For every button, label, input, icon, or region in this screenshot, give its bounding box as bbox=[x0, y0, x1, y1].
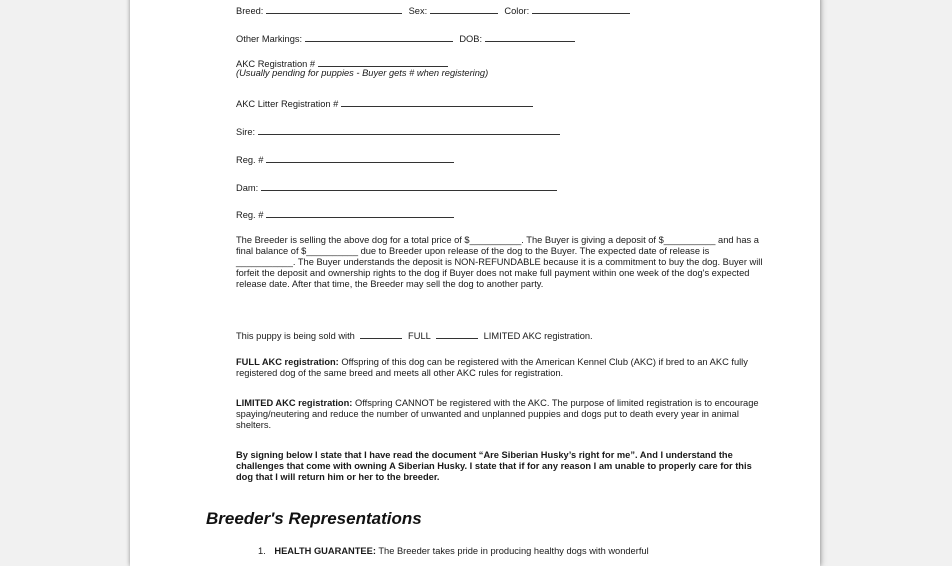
sex-field[interactable] bbox=[430, 4, 498, 14]
dam-reg-label: Reg. # bbox=[236, 210, 264, 220]
health-guarantee-item bbox=[258, 546, 649, 556]
limited-akc-label: LIMITED AKC registration: bbox=[236, 398, 353, 408]
full-akc-label: FULL AKC registration: bbox=[236, 357, 339, 367]
dob-label: DOB: bbox=[459, 34, 483, 44]
limited-akc-paragraph bbox=[236, 398, 770, 431]
limited-field[interactable] bbox=[436, 329, 478, 339]
dam-reg-row bbox=[236, 208, 454, 221]
akc-registration-label: AKC Registration # bbox=[236, 59, 316, 69]
sire-reg-row bbox=[236, 153, 454, 166]
sold-with-row bbox=[236, 329, 593, 342]
breed-row bbox=[236, 4, 630, 17]
sire-reg-field[interactable] bbox=[266, 153, 454, 163]
signing-statement: By signing below I state that I have read the document “Are Siberian Husky’s right for me”. And I understand the challenges that come with owning A Siberian Husky. I state that if for any reason I am unable to properly care for this dog that I will return him or her to the breeder. bbox=[236, 450, 752, 482]
akc-litter-label: AKC Litter Registration # bbox=[236, 99, 339, 109]
sire-reg-label: Reg. # bbox=[236, 155, 264, 165]
sire-row bbox=[236, 125, 560, 138]
akc-litter-row bbox=[236, 97, 533, 110]
sire-label: Sire: bbox=[236, 127, 256, 137]
health-guarantee-text: The Breeder takes pride in producing healthy dogs with wonderful bbox=[375, 546, 649, 556]
color-label: Color: bbox=[504, 6, 530, 16]
sex-label: Sex: bbox=[408, 6, 428, 16]
markings-row bbox=[236, 32, 575, 45]
breed-label: Breed: bbox=[236, 6, 264, 16]
full-option-label: FULL bbox=[408, 331, 431, 341]
item-number: 1. bbox=[258, 546, 266, 556]
document-page bbox=[130, 0, 820, 566]
sold-with-suffix: LIMITED AKC registration. bbox=[483, 331, 593, 341]
dam-reg-field[interactable] bbox=[266, 208, 454, 218]
section-title: Breeder's Representations bbox=[206, 509, 422, 528]
full-field[interactable] bbox=[360, 329, 402, 339]
other-markings-field[interactable] bbox=[305, 32, 453, 42]
dam-label: Dam: bbox=[236, 183, 259, 193]
akc-registration-note: (Usually pending for puppies - Buyer gets # when registering) bbox=[236, 68, 489, 78]
akc-registration-field[interactable] bbox=[318, 57, 448, 67]
sire-field[interactable] bbox=[258, 125, 560, 135]
other-markings-label: Other Markings: bbox=[236, 34, 303, 44]
health-guarantee-label: HEALTH GUARANTEE: bbox=[274, 546, 376, 556]
akc-litter-field[interactable] bbox=[341, 97, 533, 107]
full-akc-paragraph bbox=[236, 357, 770, 379]
color-field[interactable] bbox=[532, 4, 630, 14]
dob-field[interactable] bbox=[485, 32, 575, 42]
sold-with-prefix: This puppy is being sold with bbox=[236, 331, 355, 341]
price-paragraph: The Breeder is selling the above dog for a total price of $__________. The Buyer is giving a deposit of $__________ and has a final balance of $__________ due to Breeder upon release of the dog to the Buyer. The expected date of release is ___________. The Buyer understands the deposit is NON-REFUNDABLE because it is a commitment to buy the dog. Buyer will forfeit the deposit and ownership rights to the dog if Buyer does not make full payment within one week of the dog's expected release date. After that time, the Breeder may sell the dog to another party. bbox=[236, 235, 763, 289]
dam-field[interactable] bbox=[261, 181, 557, 191]
limited-akc-text: Offspring CANNOT be registered with the AKC. The purpose of limited registration is to encourage spaying/neutering and reduce the number of unwanted and unplanned puppies and dogs put to death every year in animal shelters. bbox=[236, 398, 759, 430]
dam-row bbox=[236, 181, 557, 194]
breed-field[interactable] bbox=[266, 4, 402, 14]
full-akc-text: Offspring of this dog can be registered with the American Kennel Club (AKC) if bred to an AKC fully registered dog of the same breed and meets all other AKC rules for registration. bbox=[236, 357, 748, 378]
